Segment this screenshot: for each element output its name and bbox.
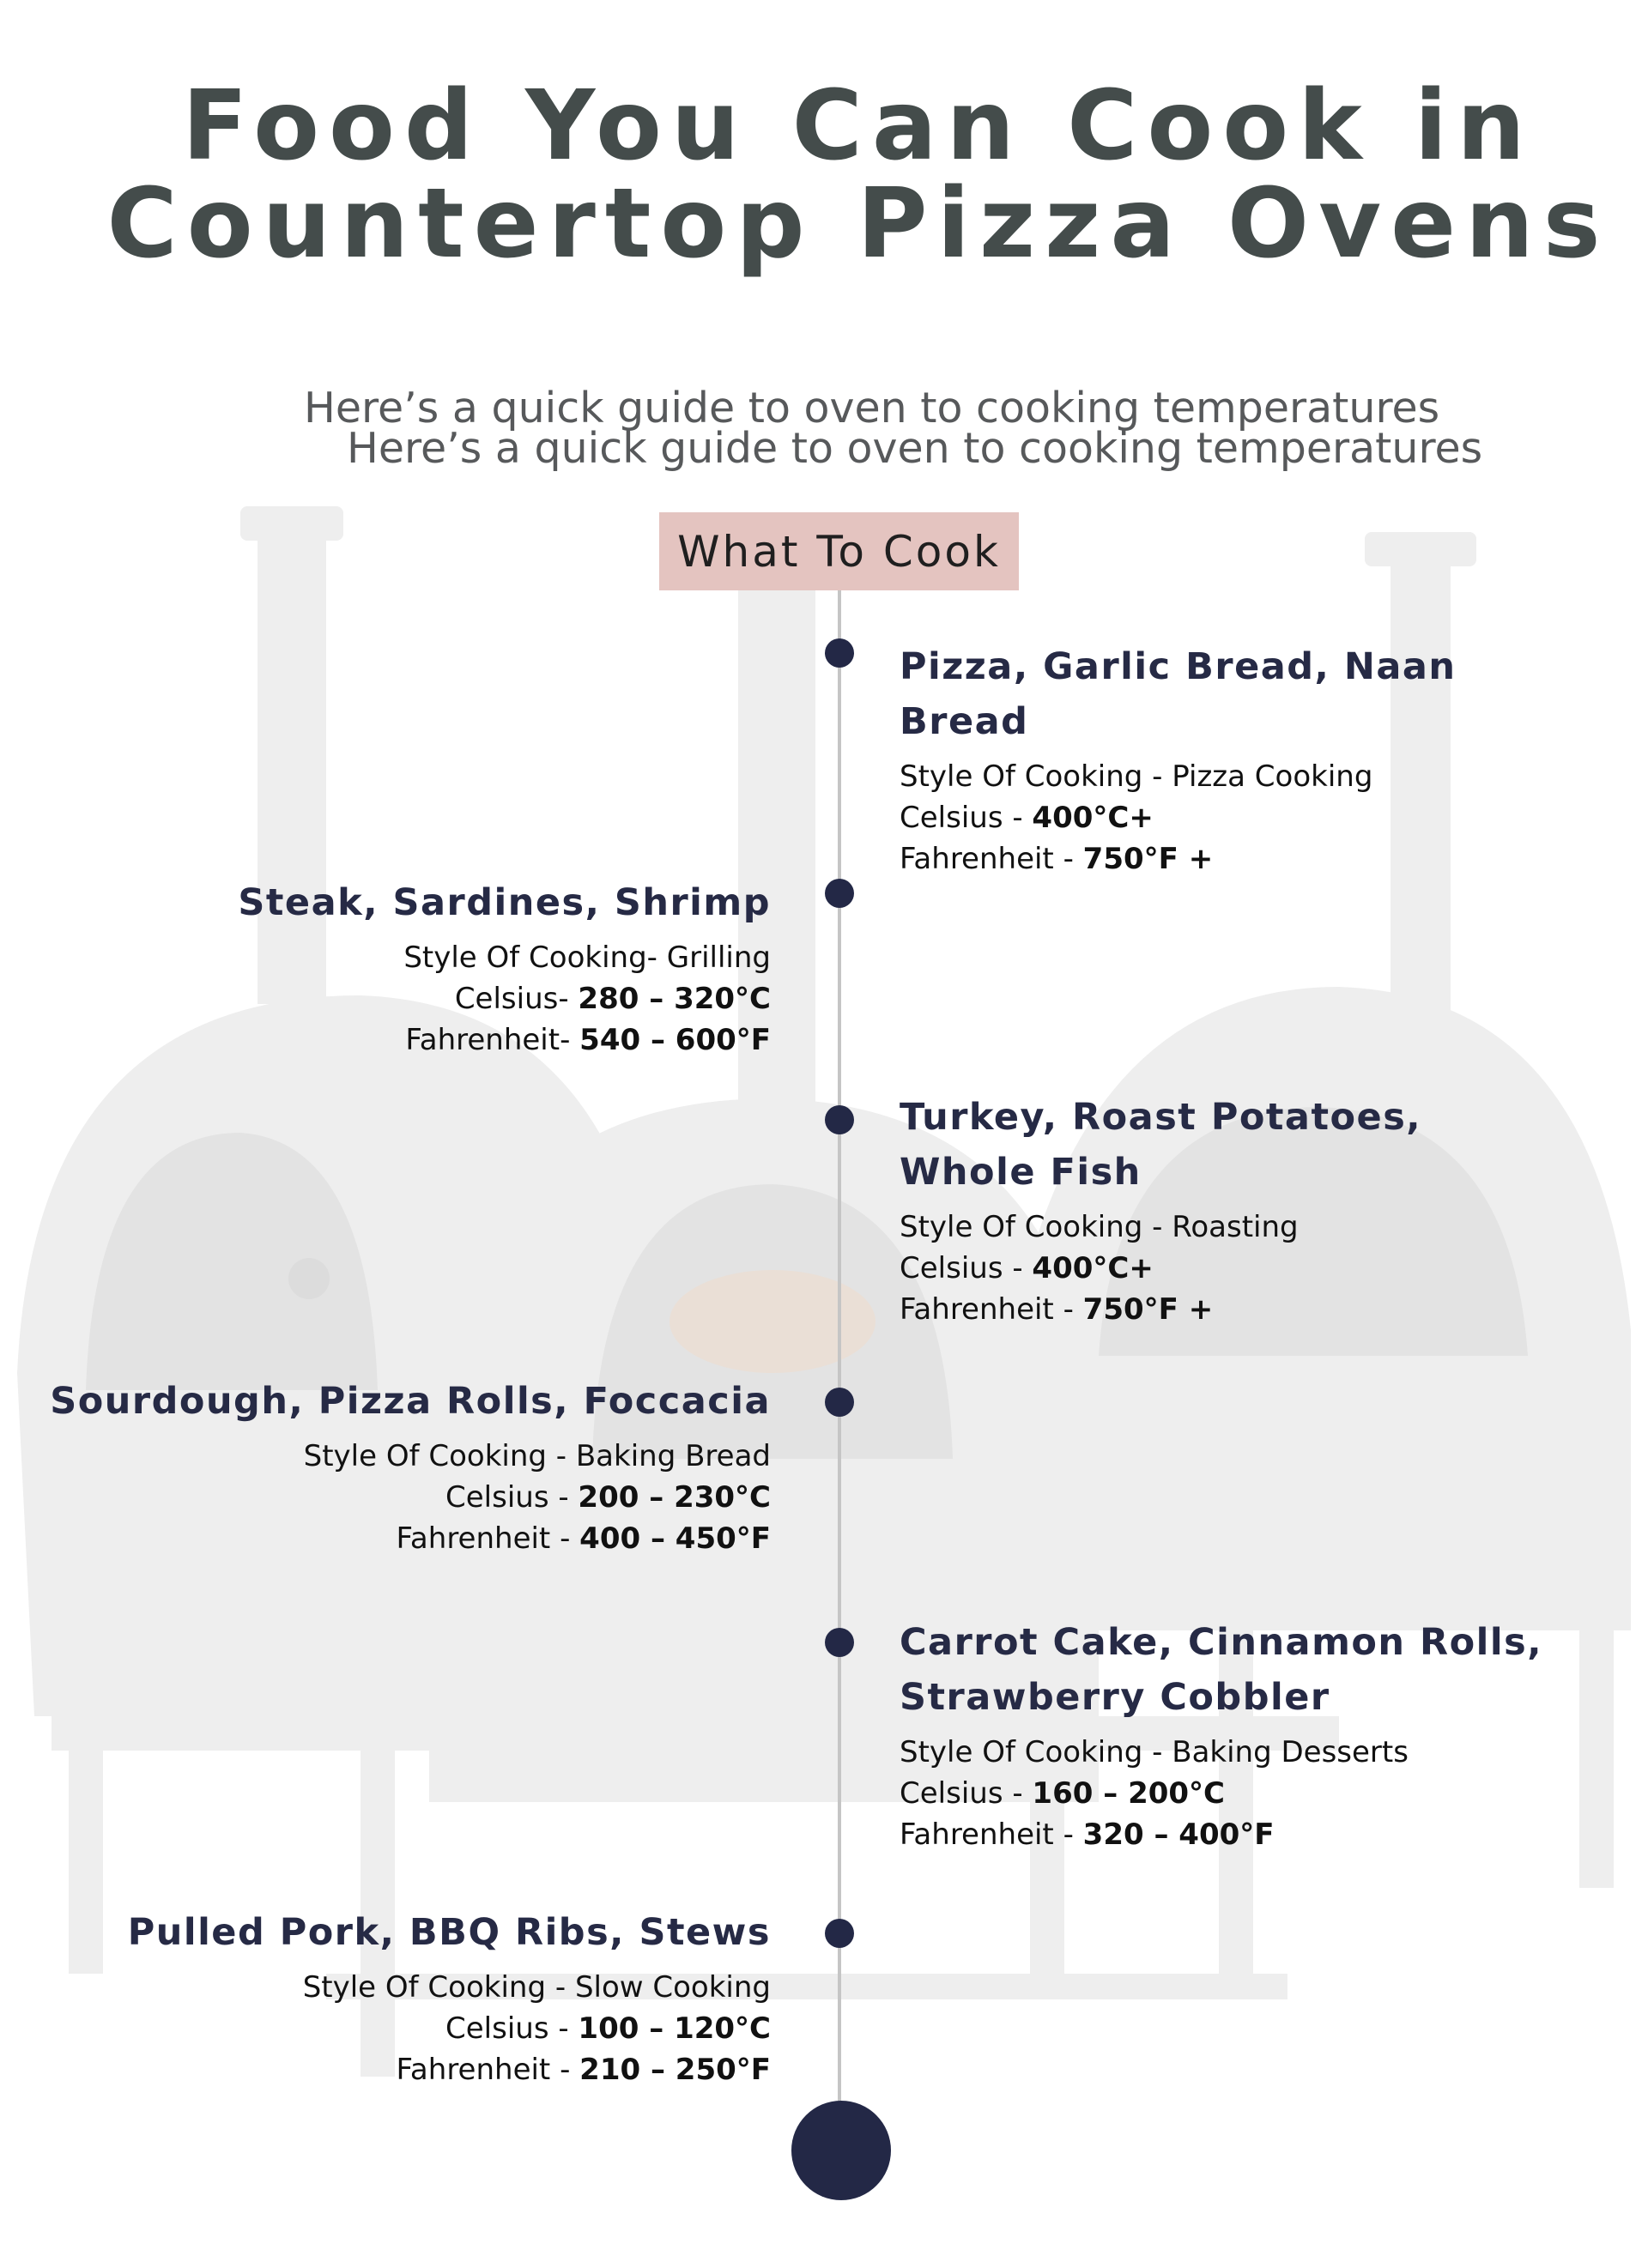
timeline-dot-5 — [825, 1628, 854, 1657]
celsius-line: Celsius- 280 – 320°C — [454, 982, 771, 1016]
celsius-line: Celsius - 100 – 120°C — [445, 2011, 771, 2046]
what-to-cook-label: What To Cook — [677, 526, 1001, 577]
item-title: Carrot Cake, Cinnamon Rolls, Strawberry Cobbler — [900, 1621, 1543, 1719]
timeline-dot-3 — [825, 1105, 854, 1134]
cooking-style-line: Style Of Cooking- Grilling — [403, 940, 771, 975]
subtitle-line-1: Here’s a quick guide to oven to cooking temperatures — [304, 384, 1440, 432]
page-title — [0, 70, 1648, 280]
item-title: Sourdough, Pizza Rolls, Foccacia — [50, 1380, 771, 1423]
fahrenheit-line: Fahrenheit- 540 – 600°F — [405, 1023, 771, 1057]
timeline-dot-4 — [825, 1388, 854, 1417]
timeline-dot-6 — [825, 1919, 854, 1948]
celsius-line: Celsius - 200 – 230°C — [445, 1480, 771, 1515]
item-title: Pizza, Garlic Bread, Naan Bread — [900, 645, 1457, 743]
what-to-cook-header — [659, 512, 1019, 590]
cooking-style-line: Style Of Cooking - Pizza Cooking — [900, 759, 1373, 794]
timeline-item-pizza — [900, 639, 1569, 880]
cooking-style-line: Style Of Cooking - Baking Desserts — [900, 1735, 1409, 1769]
item-title: Pulled Pork, BBQ Ribs, Stews — [127, 1911, 771, 1954]
title-line-2: Countertop Pizza Ovens — [106, 168, 1610, 280]
fahrenheit-line: Fahrenheit - 750°F + — [900, 1292, 1214, 1327]
timeline-end-dot — [791, 2101, 891, 2200]
title-line-1: Food You Can Cook in — [182, 70, 1535, 182]
cooking-style-line: Style Of Cooking - Slow Cooking — [302, 1970, 771, 2005]
timeline-item-baking-bread — [50, 1374, 771, 1559]
subtitle-line-2: Here’s a quick guide to oven to cooking temperatures — [347, 424, 1483, 473]
fahrenheit-line: Fahrenheit - 320 – 400°F — [900, 1817, 1275, 1852]
timeline-item-baking-desserts — [900, 1615, 1569, 1855]
cooking-style-line: Style Of Cooking - Baking Bread — [303, 1439, 771, 1473]
cooking-style-line: Style Of Cooking - Roasting — [900, 1210, 1299, 1244]
celsius-line: Celsius - 160 – 200°C — [900, 1776, 1225, 1811]
celsius-line: Celsius - 400°C+ — [900, 801, 1154, 835]
timeline-dot-1 — [825, 638, 854, 668]
fahrenheit-line: Fahrenheit - 400 – 450°F — [396, 1521, 771, 1556]
timeline-item-grilling — [238, 875, 771, 1061]
fahrenheit-line: Fahrenheit - 750°F + — [900, 842, 1214, 876]
timeline-item-slow-cooking — [128, 1905, 771, 2090]
item-title: Turkey, Roast Potatoes, Whole Fish — [900, 1096, 1422, 1194]
timeline-dot-2 — [825, 879, 854, 908]
celsius-line: Celsius - 400°C+ — [900, 1251, 1154, 1285]
fahrenheit-line: Fahrenheit - 210 – 250°F — [396, 2053, 771, 2087]
item-title: Steak, Sardines, Shrimp — [238, 881, 771, 924]
timeline-item-roasting — [900, 1090, 1569, 1330]
